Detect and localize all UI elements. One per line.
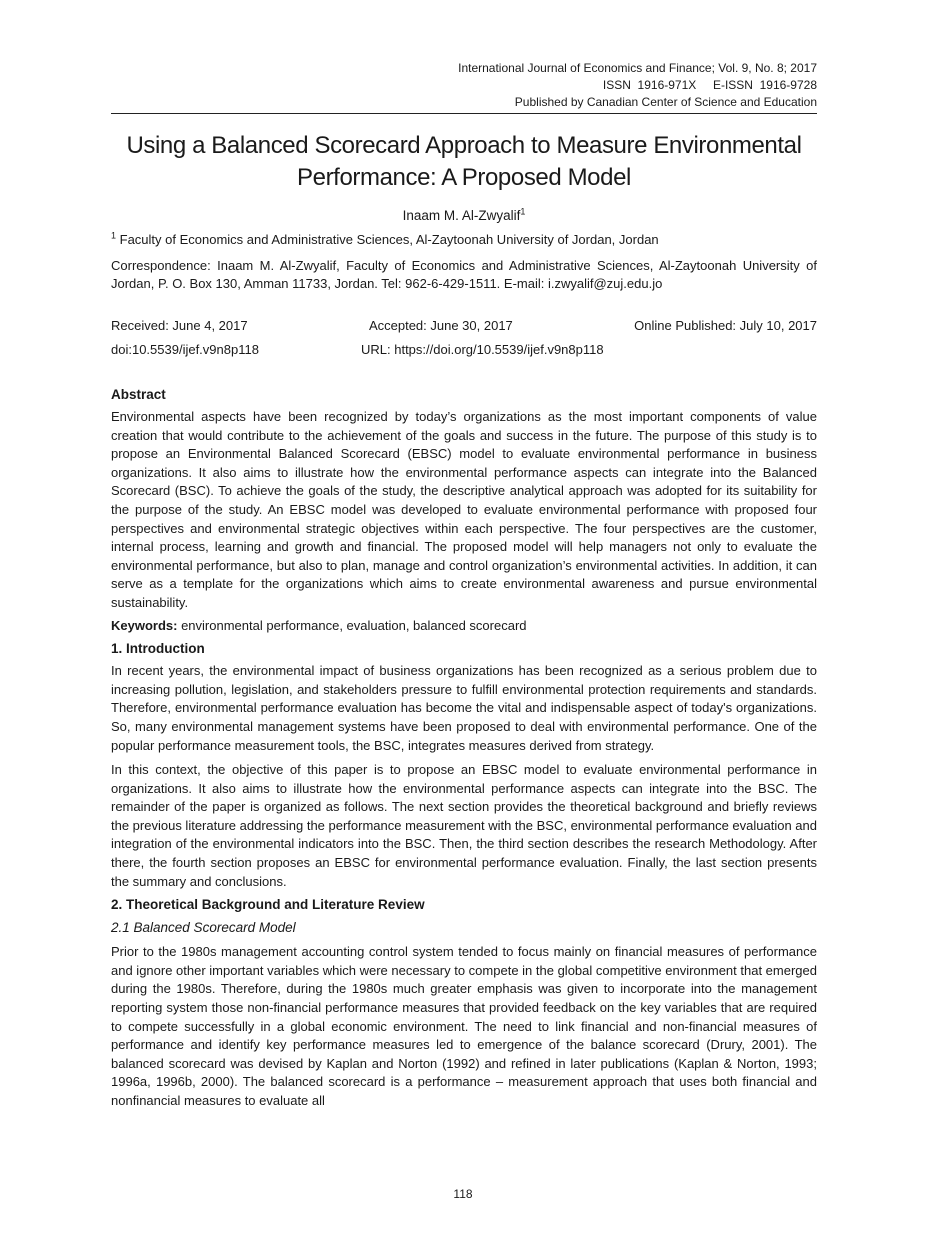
page-content	[111, 60, 817, 1111]
section-1-heading: 1. Introduction	[111, 641, 205, 657]
journal-header	[111, 60, 817, 114]
paper-title-line1: Using a Balanced Scorecard Approach to Measure Environmental	[126, 132, 802, 159]
paper-title-line2: Performance: A Proposed Model	[297, 164, 631, 191]
affiliation-text: Faculty of Economics and Administrative Sciences, Al-Zaytoonah University of Jordan, Jordan	[116, 232, 659, 247]
journal-issn: ISSN 1916-971X E-ISSN 1916-9728	[602, 78, 817, 92]
keywords-text: environmental performance, evaluation, balanced scorecard	[177, 617, 527, 633]
doi: doi:10.5539/ijef.v9n8p118	[111, 342, 259, 357]
article-url: URL: https://doi.org/10.5539/ijef.v9n8p118	[361, 342, 604, 357]
abstract-text: Environmental aspects have been recognized by today’s organizations as the most important components of value creation that would contribute to the achievement of the goals and success in the future. The purpose of this study is to propose an Environmental Balanced Scorecard (EBSC) model to evaluate environmental performance in business organizations. It also aims to illustrate how the environmental performance aspects can integrate into the Balanced Scorecard (BSC). To achieve the goals of the study, the descriptive analytical approach was adopted for its suitability for the purpose of the study. An EBSC model was developed to evaluate environmental performance with proposed four perspectives and environmental strategic objectives within each perspective. The four perspectives are the customer, internal process, learning and growth and financial. The proposed model will help managers not only to evaluate the environmental performance, but also to plan, manage and control organization’s environmental activities. In addition, it can serve as a template for the organizations which aims to create environmental awareness and pursue environmental sustainability.	[111, 409, 817, 610]
section-2-1-heading: 2.1 Balanced Scorecard Model	[111, 920, 296, 936]
affiliation	[111, 231, 817, 249]
correspondence: Correspondence: Inaam M. Al-Zwyalif, Faculty of Economics and Administrative Sciences, Al-Zaytoonah University of Jordan, P. O. Box 130, Amman 11733, Jordan. Tel: 962-6-429-1511. E-mail: i.zwyalif@zuj.edu.jo	[111, 258, 817, 291]
article-dates	[111, 317, 817, 335]
received-date: Received: June 4, 2017	[111, 318, 248, 333]
author-name: Inaam M. Al-Zwyalif	[402, 208, 521, 223]
paper-title	[111, 130, 817, 194]
section-1-paragraph-1: In recent years, the environmental impact of business organizations has been recognized as a serious problem due to increasing pollution, legislation, and stakeholders pressure to fulfill environmental protection requirements and standards. Therefore, environmental performance evaluation has become the vital and indispensable aspect of today's organizations. So, many environmental management systems have been proposed to deal with environmental performance. One of the popular performance measurement tools, the BSC, integrates measures derived from strategy.	[111, 663, 817, 753]
article-identifiers	[111, 341, 817, 359]
abstract-heading: Abstract	[111, 387, 166, 402]
author-superscript: 1	[520, 206, 526, 217]
section-2-1-paragraph-1: Prior to the 1980s management accounting control system tended to focus mainly on financial measures of performance and ignore other important variables which were necessary to compete in the global competitive environment that emerged during the 1980s. Therefore, during the 1980s much greater emphasis was given to incorporate into the management reporting system those non-financial performance measures that provided feedback on the key variables that are required to compete successfully in a global economic environment. The need to link financial and non-financial measures of performance and identify key performance measures led to emergence of the balance scorecard (Drury, 2001). The balanced scorecard was devised by Kaplan and Norton (1992) and refined in later publications (Kaplan & Norton, 1993; 1996a, 1996b, 2000). The balanced scorecard is a performance – measurement approach that uses both financial and nonfinancial measures to evaluate all	[111, 944, 817, 1108]
journal-publisher: Published by Canadian Center of Science and Education	[514, 95, 817, 109]
affiliation-superscript: 1	[111, 230, 117, 241]
section-2-heading: 2. Theoretical Background and Literature Review	[111, 897, 425, 913]
keywords	[111, 617, 817, 636]
published-date: Online Published: July 10, 2017	[634, 318, 817, 333]
author-line	[111, 208, 817, 223]
accepted-date: Accepted: June 30, 2017	[368, 318, 513, 333]
keywords-label: Keywords:	[111, 617, 178, 633]
journal-name: International Journal of Economics and Finance; Vol. 9, No. 8; 2017	[458, 61, 817, 75]
page-number: 118	[453, 1187, 473, 1201]
section-1-paragraph-2: In this context, the objective of this paper is to propose an EBSC model to evaluate environmental performance in organizations. It also aims to illustrate how the environmental performance aspects can integrate into the BSC. The remainder of the paper is organized as follows. The next section provides the theoretical background and briefly reviews the previous literature addressing the performance measurement with the BSC, environmental performance evaluation and integration of the environmental indicators into the BSC. Then, the third section describes the research Methodology. After there, the fourth section proposes an EBSC for environmental performance evaluation. Finally, the last section presents the summary and conclusions.	[111, 762, 817, 889]
